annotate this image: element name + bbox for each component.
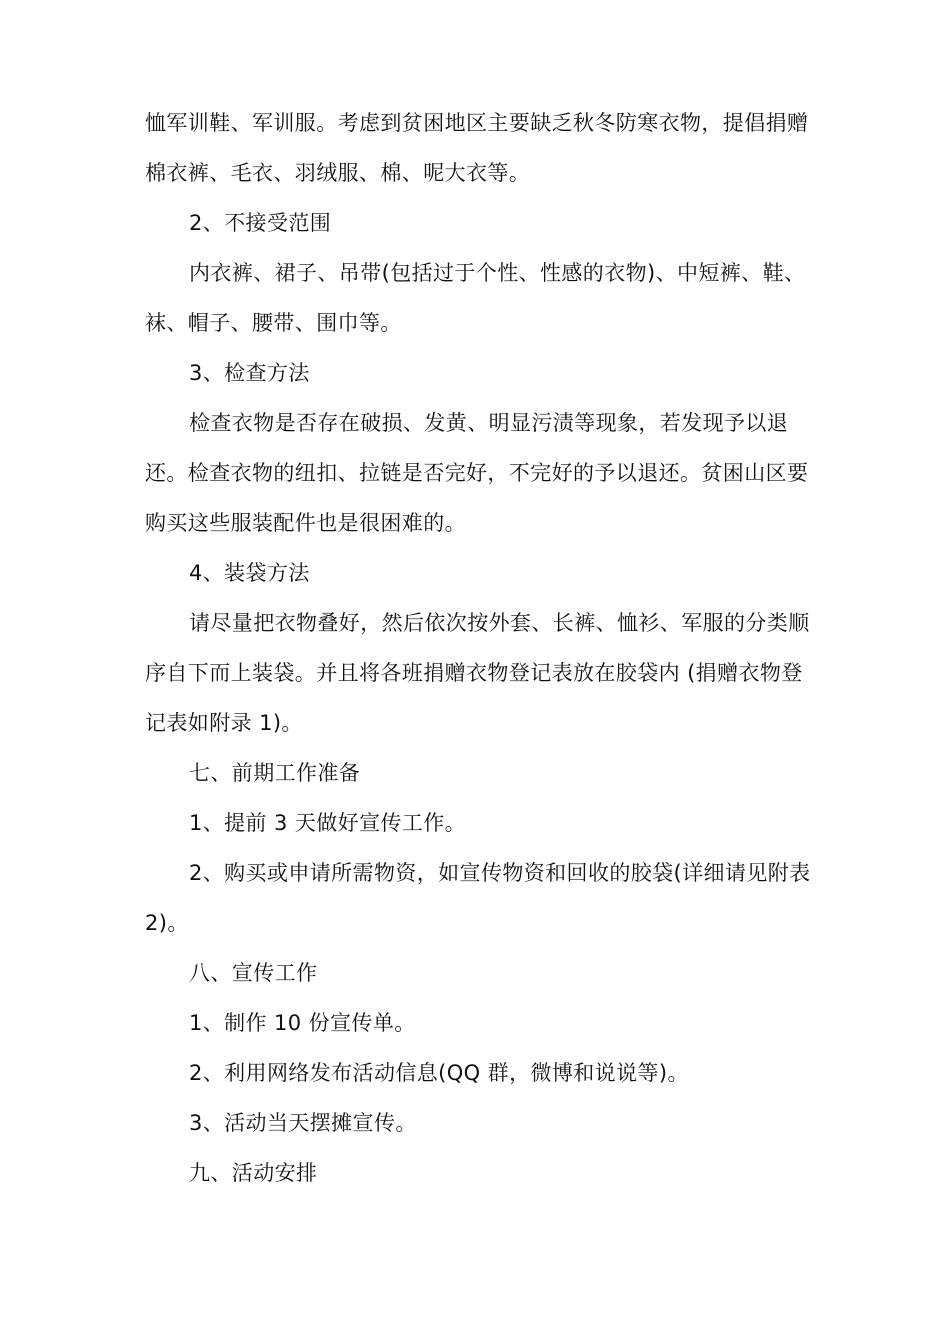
heading-bagging-method: 4、装袋方法 xyxy=(189,561,310,585)
paragraph-bagging-method: 请尽量把衣物叠好，然后依次按外套、长裤、恤衫、军服的分类顺序自下而上装袋。并且将各班捐赠衣物登记表放在胶袋内 (捐赠衣物登记表如附录 1)。 xyxy=(145,611,810,735)
paragraph-preparation-2: 2、购买或申请所需物资，如宣传物资和回收的胶袋(详细请见附表 2)。 xyxy=(145,861,811,935)
paragraph-publicity-2: 2、利用网络发布活动信息(QQ 群，微博和说说等)。 xyxy=(189,1061,689,1085)
paragraph-inspection-method: 检查衣物是否存在破损、发黄、明显污渍等现象，若发现予以退还。检查衣物的纽扣、拉链是否完好，不完好的予以退还。贫困山区要购买这些服装配件也是很困难的。 xyxy=(145,411,809,535)
paragraph-not-accepted-items: 内衣裤、裙子、吊带(包括过于个性、性感的衣物)、中短裤、鞋、袜、帽子、腰带、围巾等。 xyxy=(145,261,806,335)
heading-inspection-method: 3、检查方法 xyxy=(189,361,310,385)
heading-not-accepted: 2、不接受范围 xyxy=(189,211,332,235)
document-body xyxy=(145,98,820,1198)
heading-activity-arrangement: 九、活动安排 xyxy=(189,1161,318,1185)
heading-publicity: 八、宣传工作 xyxy=(189,961,318,985)
paragraph-preparation-1: 1、提前 3 天做好宣传工作。 xyxy=(189,811,467,835)
heading-preparation: 七、前期工作准备 xyxy=(189,761,361,785)
paragraph-publicity-3: 3、活动当天摆摊宣传。 xyxy=(189,1111,417,1135)
paragraph-clothing-donation-scope: 恤军训鞋、军训服。考虑到贫困地区主要缺乏秋冬防寒衣物，提倡捐赠棉衣裤、毛衣、羽绒服、棉、呢大衣等。 xyxy=(145,111,809,185)
paragraph-publicity-1: 1、制作 10 份宣传单。 xyxy=(189,1011,416,1035)
